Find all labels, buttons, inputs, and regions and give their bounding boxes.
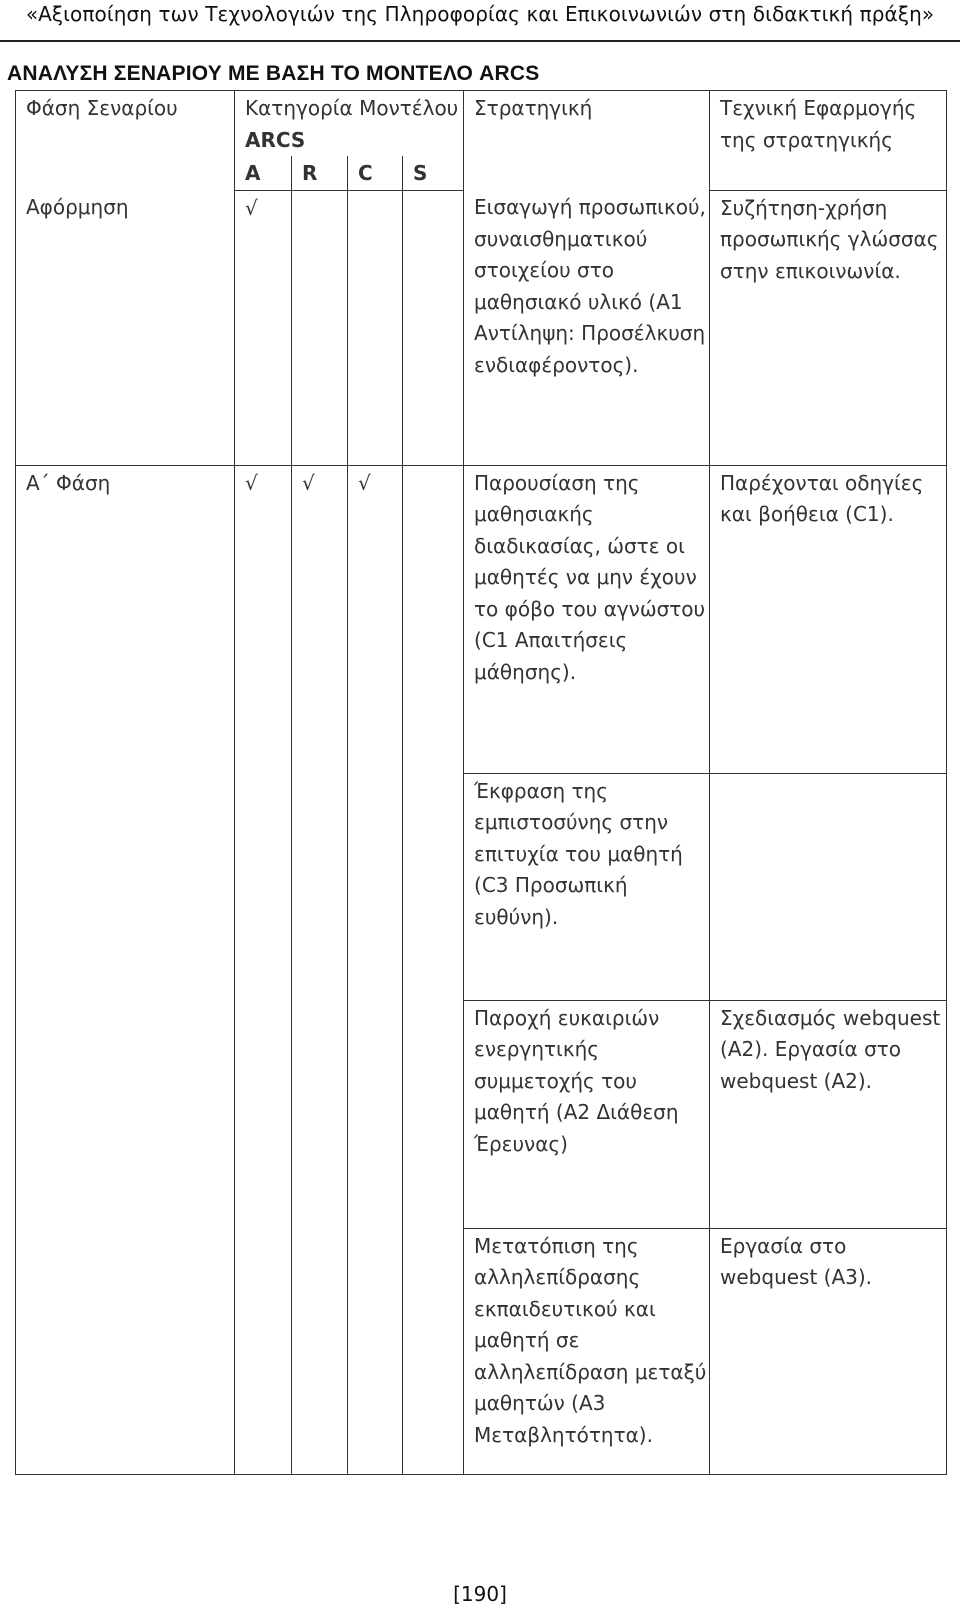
header-category-label: Κατηγορία Μοντέλου — [245, 96, 459, 120]
page-header: «Αξιοποίηση των Τεχνολογιών της Πληροφορίας και Επικοινωνιών στη διδακτική πράξη» — [25, 2, 935, 26]
mark-s — [403, 190, 464, 465]
table-row — [16, 465, 947, 773]
header-category-model: ARCS — [245, 127, 306, 152]
letter-s: S — [403, 156, 464, 190]
mark-a: √ — [235, 465, 292, 1474]
letter-r: R — [292, 156, 348, 190]
header-row — [16, 91, 947, 157]
row-phase: Αφόρμηση — [16, 190, 235, 465]
letter-c: C — [348, 156, 403, 190]
mark-c — [348, 190, 403, 465]
row-strategy: Παρουσίαση της μαθησιακής διαδικασίας, ώστε οι μαθητές να μην έχουν το φόβο του αγνώστου (C1 Απαιτήσεις μάθησης). — [464, 465, 710, 773]
header-strategy: Στρατηγική — [464, 91, 710, 191]
row-strategy: Μετατόπιση της αλληλεπίδρασης εκπαιδευτικού και μαθητή σε αλληλεπίδραση μεταξύ μαθητών (Α3 Μεταβλητότητα). — [464, 1228, 710, 1474]
mark-r: √ — [292, 465, 348, 1474]
header-category — [235, 91, 464, 157]
header-rule — [0, 40, 960, 42]
document-title: ΑΝΑΛΥΣΗ ΣΕΝΑΡΙΟΥ ΜΕ ΒΑΣΗ ΤΟ ΜΟΝΤΕΛΟ ARCS — [7, 62, 540, 85]
row-technique: Σχεδιασμός webquest (A2). Εργασία στο webquest (A2). — [710, 1000, 947, 1228]
letter-a: A — [235, 156, 292, 190]
row-technique — [710, 773, 947, 1000]
arcs-analysis-table — [15, 90, 947, 1475]
row-strategy: Παροχή ευκαιριών ενεργητικής συμμετοχής του μαθητή (Α2 Διάθεση Έρευνας) — [464, 1000, 710, 1228]
mark-a: √ — [235, 190, 292, 465]
row-technique: Εργασία στο webquest (A3). — [710, 1228, 947, 1474]
header-phase: Φάση Σεναρίου — [16, 91, 235, 191]
header-technique: Τεχνική Εφαρμογής της στρατηγικής — [710, 91, 947, 191]
page-number: [190] — [453, 1582, 507, 1606]
table-row — [16, 190, 947, 465]
row-technique: Συζήτηση-χρήση προσωπικής γλώσσας στην επικοινωνία. — [710, 190, 947, 465]
row-strategy: Έκφραση της εμπιστοσύνης στην επιτυχία του μαθητή (C3 Προσωπική ευθύνη). — [464, 773, 710, 1000]
mark-c: √ — [348, 465, 403, 1474]
row-strategy: Εισαγωγή προσωπικού, συναισθηματικού στοιχείου στο μαθησιακό υλικό (Α1 Αντίληψη: Προσέλκυση ενδιαφέροντος). — [464, 190, 710, 465]
row-technique: Παρέχονται οδηγίες και βοήθεια (C1). — [710, 465, 947, 773]
mark-r — [292, 190, 348, 465]
mark-s — [403, 465, 464, 1474]
row-phase: Α΄ Φάση — [16, 465, 235, 1474]
